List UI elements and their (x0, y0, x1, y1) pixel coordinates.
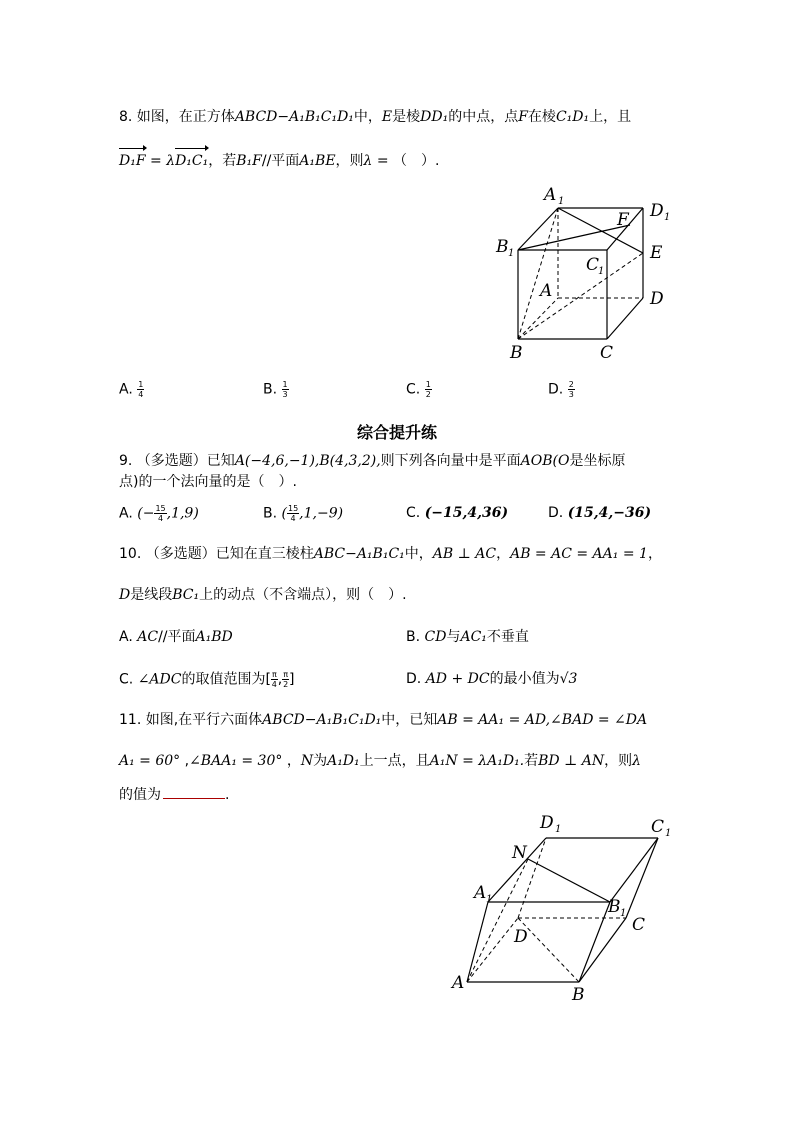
q11-parallelepiped-figure (445, 810, 695, 1010)
q9-option-b[interactable]: B. ( $\frac{15}{4}$ ,1,−9) (263, 504, 344, 523)
svg-text:1: 1 (558, 196, 565, 207)
label-f: F (617, 210, 629, 230)
label-a: A (452, 973, 465, 993)
svg-text:1: 1 (508, 248, 515, 259)
q8-option-c[interactable]: C. $\frac{1}{2}$ (406, 380, 431, 399)
svg-text:1: 1 (620, 908, 627, 919)
q8-option-a[interactable]: A. $\frac{1}{4}$ (119, 380, 144, 399)
q8-line2: D₁F = λD₁C₁，若B₁F//平面A₁BE，则λ = （ ）. (119, 153, 440, 169)
q9-line1: 9. （多选题）已知A(−4,6,−1),B(4,3,2),则下列各向量中是平面AOB(O是坐标原 (119, 453, 626, 469)
label-c: C (600, 343, 614, 363)
q8-cube-figure (490, 180, 690, 370)
q10-option-a[interactable]: A. AC//平面A₁BD (119, 629, 233, 645)
vector-d1c1: D₁C₁ (175, 153, 209, 169)
q11-line2: A₁ = 60° ,∠BAA₁ = 30° ，N为A₁D₁上一点，且A₁N = λA₁D₁.若BD ⊥ AN，则λ (119, 753, 641, 769)
q11-line1: 11. 如图,在平行六面体ABCD−A₁B₁C₁D₁中，已知AB = AA₁ = AD,∠BAD = ∠DA (119, 712, 648, 728)
q10-option-b[interactable]: B. CD与AC₁不垂直 (406, 629, 529, 645)
label-c1: C (586, 255, 600, 275)
label-b1: B (608, 897, 621, 917)
q8-option-b[interactable]: B. $\frac{1}{3}$ (263, 380, 288, 399)
q10-line2: D是线段BC₁上的动点（不含端点），则（ ）. (119, 587, 407, 603)
svg-text:1: 1 (486, 894, 493, 905)
vector-d1f: D₁F (119, 153, 146, 169)
label-a: A (540, 281, 553, 301)
q8-option-d[interactable]: D. $\frac{2}{3}$ (548, 380, 574, 399)
label-d: D (650, 289, 664, 309)
svg-text:1: 1 (664, 212, 671, 223)
label-a1: A (544, 185, 557, 205)
svg-text:1: 1 (555, 824, 562, 835)
label-e: E (650, 243, 663, 263)
svg-text:1: 1 (598, 266, 605, 277)
label-b: B (510, 343, 523, 363)
label-c1: C (651, 817, 665, 837)
label-d: D (514, 927, 528, 947)
label-d1: D (540, 813, 554, 833)
label-d1: D (650, 201, 664, 221)
q9-option-d[interactable]: D. (15,4,−36) (548, 505, 652, 521)
q10-option-d[interactable]: D. AD + DC的最小值为√3 (406, 671, 578, 687)
label-b: B (572, 985, 585, 1005)
label-c: C (632, 915, 646, 935)
q9-option-a[interactable]: A. (− $\frac{15}{4}$ ,1,9) (119, 504, 199, 523)
q10-option-c[interactable]: C. ∠ADC的取值范围为[ $\frac{\pi}{4}$ , $\frac{\pi}{2}$ ] (119, 670, 295, 689)
answer-blank[interactable] (163, 798, 225, 799)
svg-text:1: 1 (665, 828, 672, 839)
label-b1: B (496, 237, 509, 257)
q9-line2: 点)的一个法向量的是（ ）. (119, 474, 297, 490)
q10-line1: 10. （多选题）已知在直三棱柱ABC−A₁B₁C₁中，AB ⊥ AC，AB = AC = AA₁ = 1， (119, 546, 662, 562)
q8-line1: 8. 如图，在正方体ABCD−A₁B₁C₁D₁中，E是棱DD₁的中点，点F在棱C₁D₁上，且 (119, 109, 632, 125)
section-title: 综合提升练 (356, 423, 437, 442)
label-a1: A (474, 883, 487, 903)
label-n: N (512, 843, 527, 863)
q11-line3: 的值为 . (119, 787, 230, 803)
q9-option-c[interactable]: C. (−15,4,36) (406, 505, 509, 521)
